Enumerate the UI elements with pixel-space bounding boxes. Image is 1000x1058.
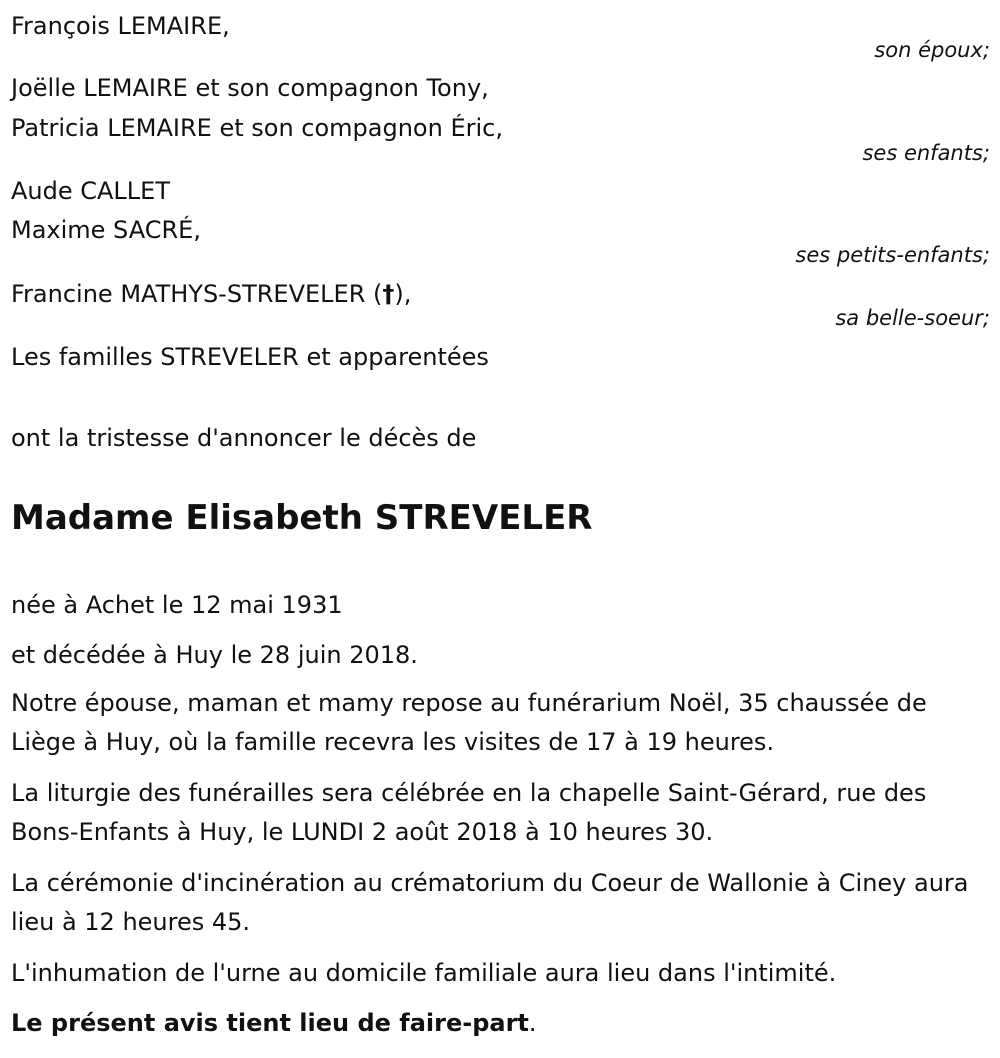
child-name-joelle: Joëlle LEMAIRE et son compagnon Tony,: [11, 74, 489, 102]
sister-in-law-suffix: ),: [394, 280, 412, 308]
grandchild-name-maxime: Maxime SACRÉ,: [11, 216, 201, 244]
sister-in-law-name: [11, 278, 411, 310]
funerarium-info: Notre épouse, maman et mamy repose au funérarium Noël, 35 chaussée de Liège à Huy, où la famille recevra les visites de 17 à 19 heures.: [11, 689, 927, 756]
children-role: ses enfants;: [862, 141, 990, 165]
grandchildren-role: ses petits-enfants;: [795, 243, 990, 267]
birth-info: née à Achet le 12 mai 1931: [11, 591, 343, 619]
liturgy-info: La liturgie des funérailles sera célébrée en la chapelle Saint-Gérard, rue des Bons-Enfants à Huy, le LUNDI 2 août 2018 à 10 heures 30.: [11, 779, 927, 846]
cremation-info: La cérémonie d'incinération au crématorium du Coeur de Wallonie à Ciney aura lieu à 12 heures 45.: [11, 869, 969, 936]
child-name-patricia: Patricia LEMAIRE et son compagnon Éric,: [11, 114, 503, 142]
death-info: et décédée à Huy le 28 juin 2018.: [11, 641, 418, 669]
notice-period: .: [528, 1009, 537, 1037]
notice-statement: [11, 1007, 537, 1039]
deceased-name: Madame Elisabeth STREVELER: [11, 498, 593, 538]
spouse-role: son époux;: [874, 38, 990, 62]
announcement-intro: ont la tristesse d'annoncer le décès de: [11, 424, 477, 452]
spouse-name: François LEMAIRE,: [11, 12, 230, 40]
urn-info: L'inhumation de l'urne au domicile familiale aura lieu dans l'intimité.: [11, 959, 837, 987]
notice-bold-text: Le présent avis tient lieu de faire-part: [11, 1009, 529, 1037]
grandchild-name-aude: Aude CALLET: [11, 177, 170, 205]
extended-families: Les familles STREVELER et apparentées: [11, 343, 489, 371]
sister-in-law-prefix: Francine MATHYS-STREVELER (: [11, 280, 383, 308]
sister-in-law-role: sa belle-soeur;: [835, 306, 990, 330]
deceased-cross-icon: †: [382, 280, 395, 308]
